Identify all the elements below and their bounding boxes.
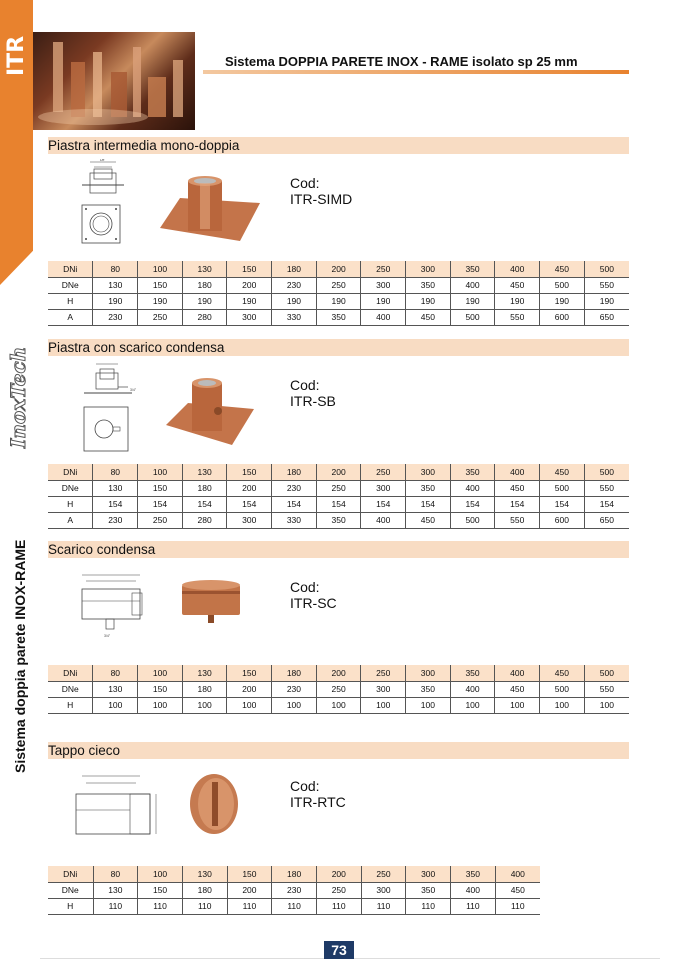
table-cell: 130 xyxy=(93,681,138,697)
table-cell: 300 xyxy=(361,277,406,293)
table-cell: 100 xyxy=(406,697,451,713)
table-cell: 180 xyxy=(272,261,317,277)
table-cell: 400 xyxy=(495,261,540,277)
table-cell: 500 xyxy=(540,277,585,293)
title-underline xyxy=(203,70,629,74)
table-cell: 130 xyxy=(182,866,227,882)
table-row xyxy=(48,697,629,713)
table-cell: 200 xyxy=(227,277,272,293)
table-cell: 100 xyxy=(495,697,540,713)
table-cell: 280 xyxy=(182,512,227,528)
row-label: H xyxy=(48,496,93,512)
table-cell: 154 xyxy=(272,496,317,512)
product-photo xyxy=(178,579,248,629)
table-cell: 100 xyxy=(138,665,183,681)
table-row xyxy=(48,882,540,898)
table-cell: 400 xyxy=(450,480,495,496)
table-row xyxy=(48,681,629,697)
section-piastra-scarico xyxy=(48,339,629,529)
table-cell: 250 xyxy=(316,277,361,293)
table-row xyxy=(48,277,629,293)
table-cell: 180 xyxy=(182,277,227,293)
table-cell: 650 xyxy=(584,512,629,528)
technical-drawing xyxy=(70,772,162,848)
table-cell: 130 xyxy=(182,464,227,480)
table-row xyxy=(48,309,629,325)
table-cell: 150 xyxy=(227,866,272,882)
table-cell: 250 xyxy=(138,309,183,325)
technical-drawing xyxy=(76,361,161,456)
table-cell: 500 xyxy=(450,512,495,528)
table-cell: 110 xyxy=(227,898,272,914)
table-cell: 190 xyxy=(182,293,227,309)
table-cell: 150 xyxy=(138,882,183,898)
table-cell: 400 xyxy=(450,277,495,293)
table-cell: 450 xyxy=(540,261,585,277)
code-label: Cod: xyxy=(290,778,320,794)
svg-text:De: De xyxy=(100,159,105,162)
row-label: DNe xyxy=(48,480,93,496)
code-label: Cod: xyxy=(290,175,320,191)
table-row xyxy=(48,898,540,914)
table-cell: 100 xyxy=(93,697,138,713)
row-label: DNe xyxy=(48,681,93,697)
table-cell: 230 xyxy=(93,309,138,325)
svg-text:3/4": 3/4" xyxy=(130,388,137,392)
table-cell: 300 xyxy=(406,261,451,277)
table-cell: 400 xyxy=(361,309,406,325)
table-cell: 154 xyxy=(361,496,406,512)
table-cell: 150 xyxy=(138,480,183,496)
table-cell: 230 xyxy=(272,882,317,898)
table-cell: 110 xyxy=(495,898,540,914)
table-cell: 154 xyxy=(93,496,138,512)
table-cell: 450 xyxy=(495,277,540,293)
table-cell: 450 xyxy=(540,665,585,681)
table-cell: 500 xyxy=(450,309,495,325)
table-cell: 550 xyxy=(584,681,629,697)
table-cell: 180 xyxy=(182,681,227,697)
table-row xyxy=(48,512,629,528)
table-cell: 350 xyxy=(450,464,495,480)
table-cell: 500 xyxy=(540,480,585,496)
table-cell: 154 xyxy=(406,496,451,512)
table-cell: 450 xyxy=(406,512,451,528)
table-cell: 200 xyxy=(316,866,361,882)
table-cell: 300 xyxy=(361,681,406,697)
table-cell: 80 xyxy=(93,261,138,277)
side-caption: Sistema doppia parete INOX-RAME xyxy=(12,539,28,773)
section-scarico-condensa xyxy=(48,541,629,721)
row-label: A xyxy=(48,512,93,528)
row-label: DNi xyxy=(48,261,93,277)
table-cell: 190 xyxy=(93,293,138,309)
table-cell: 100 xyxy=(227,697,272,713)
table-cell: 190 xyxy=(584,293,629,309)
table-cell: 100 xyxy=(361,697,406,713)
table-cell: 450 xyxy=(540,464,585,480)
table-cell: 100 xyxy=(138,464,183,480)
table-row xyxy=(48,866,540,882)
table-cell: 80 xyxy=(93,665,138,681)
table-cell: 230 xyxy=(272,277,317,293)
table-cell: 80 xyxy=(93,464,138,480)
section-title: Tappo cieco xyxy=(48,742,629,759)
table-cell: 400 xyxy=(495,665,540,681)
table-cell: 500 xyxy=(584,464,629,480)
section-title: Scarico condensa xyxy=(48,541,629,558)
table-cell: 200 xyxy=(316,261,361,277)
code-label: Cod: xyxy=(290,377,320,393)
product-code: ITR-RTC xyxy=(290,794,346,810)
table-cell: 100 xyxy=(584,697,629,713)
side-tab-label: ITR xyxy=(4,35,29,76)
code-label: Cod: xyxy=(290,579,320,595)
table-cell: 400 xyxy=(361,512,406,528)
table-cell: 190 xyxy=(227,293,272,309)
table-cell: 100 xyxy=(540,697,585,713)
table-cell: 350 xyxy=(450,261,495,277)
table-cell: 350 xyxy=(406,277,451,293)
product-photo xyxy=(166,375,254,445)
table-cell: 180 xyxy=(272,866,317,882)
section-title: Piastra intermedia mono-doppia xyxy=(48,137,629,154)
table-cell: 154 xyxy=(495,496,540,512)
table-cell: 280 xyxy=(182,309,227,325)
table-row xyxy=(48,665,629,681)
table-cell: 250 xyxy=(316,882,361,898)
table-cell: 110 xyxy=(272,898,317,914)
table-cell: 550 xyxy=(584,277,629,293)
table-cell: 500 xyxy=(584,261,629,277)
table-cell: 180 xyxy=(182,882,227,898)
table-cell: 200 xyxy=(316,464,361,480)
table-cell: 154 xyxy=(540,496,585,512)
table-cell: 550 xyxy=(495,512,540,528)
table-row xyxy=(48,496,629,512)
table-cell: 250 xyxy=(316,681,361,697)
brand-logo: InoxTech xyxy=(6,346,30,448)
table-cell: 230 xyxy=(272,480,317,496)
table-row xyxy=(48,464,629,480)
table-cell: 300 xyxy=(227,309,272,325)
table-cell: 200 xyxy=(227,882,272,898)
spec-table xyxy=(48,464,629,529)
table-cell: 200 xyxy=(227,681,272,697)
table-cell: 300 xyxy=(361,882,406,898)
table-cell: 130 xyxy=(93,277,138,293)
table-cell: 300 xyxy=(406,665,451,681)
table-cell: 300 xyxy=(227,512,272,528)
table-cell: 110 xyxy=(138,898,183,914)
table-cell: 110 xyxy=(316,898,361,914)
spec-table xyxy=(48,866,540,915)
table-cell: 154 xyxy=(182,496,227,512)
table-cell: 190 xyxy=(316,293,361,309)
table-cell: 600 xyxy=(540,309,585,325)
table-cell: 300 xyxy=(406,464,451,480)
table-cell: 250 xyxy=(316,480,361,496)
header-product-photo xyxy=(33,32,195,130)
row-label: DNi xyxy=(48,866,93,882)
table-cell: 100 xyxy=(316,697,361,713)
table-cell: 400 xyxy=(495,464,540,480)
table-cell: 190 xyxy=(450,293,495,309)
table-cell: 450 xyxy=(495,480,540,496)
section-title: Piastra con scarico condensa xyxy=(48,339,629,356)
row-label: DNi xyxy=(48,464,93,480)
table-cell: 154 xyxy=(450,496,495,512)
table-cell: 150 xyxy=(138,277,183,293)
table-cell: 100 xyxy=(272,697,317,713)
technical-drawing xyxy=(78,159,138,249)
table-cell: 110 xyxy=(182,898,227,914)
table-cell: 130 xyxy=(93,480,138,496)
table-cell: 350 xyxy=(316,512,361,528)
table-cell: 154 xyxy=(227,496,272,512)
table-cell: 450 xyxy=(495,882,540,898)
table-row xyxy=(48,293,629,309)
table-cell: 330 xyxy=(272,512,317,528)
table-cell: 550 xyxy=(495,309,540,325)
table-cell: 200 xyxy=(316,665,361,681)
row-label: DNe xyxy=(48,882,93,898)
spec-table xyxy=(48,665,629,714)
table-cell: 300 xyxy=(361,480,406,496)
table-cell: 110 xyxy=(361,898,406,914)
table-cell: 230 xyxy=(93,512,138,528)
table-cell: 100 xyxy=(182,697,227,713)
table-cell: 350 xyxy=(406,882,451,898)
table-cell: 154 xyxy=(138,496,183,512)
table-cell: 190 xyxy=(272,293,317,309)
table-cell: 400 xyxy=(450,681,495,697)
section-piastra-intermedia xyxy=(48,137,629,327)
spec-table xyxy=(48,261,629,326)
table-cell: 110 xyxy=(406,898,451,914)
table-cell: 190 xyxy=(406,293,451,309)
table-cell: 330 xyxy=(272,309,317,325)
table-cell: 400 xyxy=(451,882,496,898)
table-cell: 80 xyxy=(93,866,138,882)
table-cell: 130 xyxy=(182,261,227,277)
table-cell: 450 xyxy=(495,681,540,697)
table-cell: 154 xyxy=(316,496,361,512)
product-code: ITR-SC xyxy=(290,595,337,611)
table-cell: 500 xyxy=(584,665,629,681)
table-cell: 250 xyxy=(361,866,406,882)
row-label: H xyxy=(48,898,93,914)
technical-drawing xyxy=(72,571,156,643)
table-cell: 600 xyxy=(540,512,585,528)
table-cell: 154 xyxy=(584,496,629,512)
table-cell: 250 xyxy=(138,512,183,528)
product-code: ITR-SB xyxy=(290,393,336,409)
table-cell: 350 xyxy=(406,480,451,496)
table-cell: 100 xyxy=(138,697,183,713)
table-cell: 500 xyxy=(540,681,585,697)
table-cell: 180 xyxy=(272,464,317,480)
table-row xyxy=(48,480,629,496)
row-label: DNe xyxy=(48,277,93,293)
table-cell: 130 xyxy=(93,882,138,898)
table-cell: 350 xyxy=(450,665,495,681)
table-cell: 250 xyxy=(361,665,406,681)
product-photo xyxy=(186,772,242,836)
table-cell: 190 xyxy=(540,293,585,309)
section-tappo-cieco xyxy=(48,742,629,922)
table-cell: 400 xyxy=(495,866,540,882)
table-cell: 190 xyxy=(361,293,406,309)
table-cell: 230 xyxy=(272,681,317,697)
table-cell: 130 xyxy=(182,665,227,681)
product-code: ITR-SIMD xyxy=(290,191,353,207)
table-cell: 350 xyxy=(406,681,451,697)
table-cell: 110 xyxy=(93,898,138,914)
table-cell: 200 xyxy=(227,480,272,496)
table-cell: 350 xyxy=(316,309,361,325)
row-label: DNi xyxy=(48,665,93,681)
table-cell: 450 xyxy=(406,309,451,325)
table-cell: 110 xyxy=(451,898,496,914)
table-cell: 100 xyxy=(138,866,183,882)
svg-text:3/4": 3/4" xyxy=(104,634,111,638)
table-cell: 300 xyxy=(406,866,451,882)
table-cell: 350 xyxy=(451,866,496,882)
table-cell: 100 xyxy=(450,697,495,713)
table-cell: 180 xyxy=(272,665,317,681)
table-cell: 180 xyxy=(182,480,227,496)
row-label: H xyxy=(48,293,93,309)
page-number: 73 xyxy=(324,941,354,959)
row-label: H xyxy=(48,697,93,713)
table-cell: 150 xyxy=(138,681,183,697)
row-label: A xyxy=(48,309,93,325)
table-cell: 190 xyxy=(495,293,540,309)
table-cell: 100 xyxy=(138,261,183,277)
product-photo xyxy=(160,173,260,241)
table-cell: 250 xyxy=(361,464,406,480)
table-cell: 190 xyxy=(138,293,183,309)
table-row xyxy=(48,261,629,277)
table-cell: 550 xyxy=(584,480,629,496)
table-cell: 650 xyxy=(584,309,629,325)
table-cell: 250 xyxy=(361,261,406,277)
table-cell: 150 xyxy=(227,261,272,277)
table-cell: 150 xyxy=(227,464,272,480)
table-cell: 150 xyxy=(227,665,272,681)
page-title: Sistema DOPPIA PARETE INOX - RAME isolato sp 25 mm xyxy=(225,54,578,69)
